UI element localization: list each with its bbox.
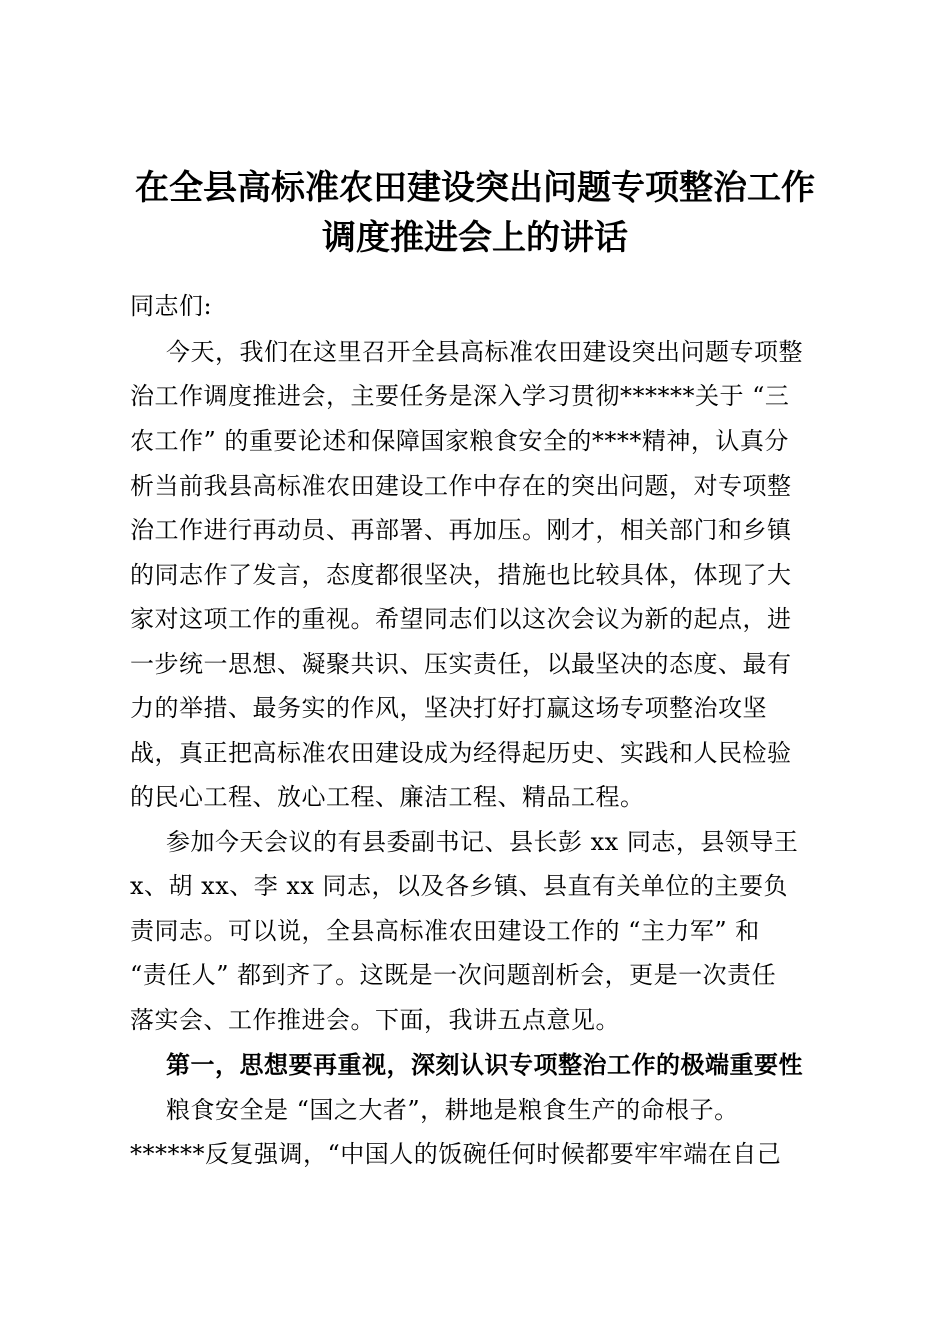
- paragraph-line: 责同志。可以说，全县高标准农田建设工作的 “主力军” 和: [130, 917, 760, 945]
- paragraph-line: x、胡 xx、李 xx 同志，以及各乡镇、县直有关单位的主要负: [130, 872, 789, 900]
- paragraph-line: 的民心工程、放心工程、廉洁工程、精品工程。: [130, 783, 645, 811]
- paragraph-line: 一步统一思想、凝聚共识、压实责任，以最坚决的态度、最有: [130, 650, 792, 678]
- paragraph-line: 粮食安全是 “国之大者”，耕地是粮食生产的命根子。: [166, 1096, 739, 1124]
- paragraph-line: 治工作调度推进会，主要任务是深入学习贯彻******关于 “三: [130, 382, 790, 410]
- paragraph-line: 力的举措、最务实的作风，坚决打好打赢这场专项整治攻坚: [130, 694, 767, 722]
- paragraph-line: 战，真正把高标准农田建设成为经得起历史、实践和人民检验: [130, 739, 792, 767]
- paragraph-line: 落实会、工作推进会。下面，我讲五点意见。: [130, 1006, 620, 1034]
- paragraph-line: 析当前我县高标准农田建设工作中存在的突出问题，对专项整: [130, 472, 792, 500]
- paragraph-line: 今天，我们在这里召开全县高标准农田建设突出问题专项整: [166, 338, 803, 366]
- salutation: 同志们:: [130, 292, 213, 320]
- paragraph-line: 参加今天会议的有县委副书记、县长彭 xx 同志，县领导王: [166, 828, 799, 856]
- paragraph-line: “责任人” 都到齐了。这既是一次问题剖析会，更是一次责任: [130, 961, 777, 989]
- paragraph-line: 农工作” 的重要论述和保障国家粮食安全的****精神，认真分: [130, 427, 789, 455]
- paragraph-line: 家对这项工作的重视。希望同志们以这次会议为新的起点，进: [130, 605, 792, 633]
- section-heading: 第一，思想要再重视，深刻认识专项整治工作的极端重要性: [166, 1050, 803, 1079]
- document-title-line-2: 调度推进会上的讲话: [322, 218, 628, 258]
- paragraph-line: ******反复强调，“中国人的饭碗任何时候都要牢牢端在自己: [130, 1140, 782, 1168]
- paragraph-line: 的同志作了发言，态度都很坚决，措施也比较具体，体现了大: [130, 561, 792, 589]
- document-title-line-1: 在全县高标准农田建设突出问题专项整治工作: [135, 168, 815, 208]
- paragraph-line: 治工作进行再动员、再部署、再加压。刚才，相关部门和乡镇: [130, 516, 792, 544]
